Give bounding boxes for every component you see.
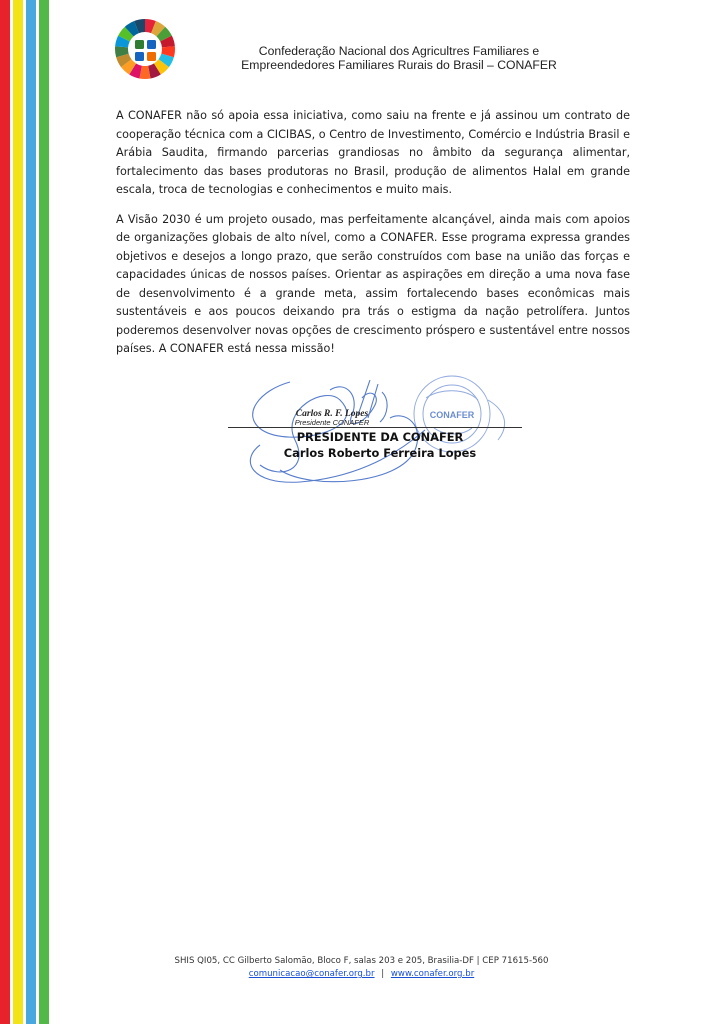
signatory-name: Carlos Roberto Ferreira Lopes [283, 446, 477, 460]
logo-inner-tile [135, 52, 144, 61]
decorative-stripes [0, 0, 62, 1024]
header-line-2: Empreendedores Familiares Rurais do Brasil – CONAFER [241, 58, 557, 72]
stamp-name: Carlos R. F. Lopes [295, 409, 369, 419]
organization-header [200, 44, 598, 72]
footer-address: SHIS QI05, CC Gilberto Salomão, Bloco F, salas 203 e 205, Brasilia-DF | CEP 71615-560 [174, 956, 549, 966]
header-line-1: Confederação Nacional dos Agricultres Familiares e [258, 44, 540, 58]
paragraph-1: A CONAFER não só apoia essa iniciativa, como saiu na frente e já assinou um contrato de cooperação técnica com a CICIBAS, o Centro de Investimento, Comércio e Indústria Brasil e Arábia Saudita, firmando parcerias grandiosas no âmbito da segurança alimentar, fortalecimento das bases produtoras no Brasil, produção de alimentos Halal em grande escala, troca de tecnologias e conhecimentos e muito mais. [116, 109, 630, 196]
signature-line [228, 427, 522, 428]
signatory-role: PRESIDENTE DA CONAFER [296, 430, 464, 444]
logo-inner-tile [147, 52, 156, 61]
stripe-red [0, 0, 10, 1024]
email-link[interactable]: comunicacao@conafer.org.br [248, 969, 375, 979]
signature-block [220, 370, 540, 500]
logo-inner-tile [147, 40, 156, 49]
footer-contacts [140, 968, 583, 981]
seal-text: CONAFER [429, 410, 475, 420]
stamp-title: Presidente CONAFER [294, 418, 370, 427]
logo-inner-tile [135, 40, 144, 49]
stripe-blue [26, 0, 36, 1024]
stripe-yellow [13, 0, 23, 1024]
footer [140, 955, 583, 981]
sdg-wheel-logo-icon [114, 18, 176, 80]
letter-body [116, 107, 630, 370]
stripe-green [39, 0, 49, 1024]
footer-separator: | [381, 969, 385, 979]
website-link[interactable]: www.conafer.org.br [390, 969, 475, 979]
paragraph-2: A Visão 2030 é um projeto ousado, mas perfeitamente alcançável, ainda mais com apoios de organizações globais de alto nível, como a CONAFER. Esse programa expressa grandes objetivos e desejos a longo prazo, que serão construídos com base na união das forças e capacidades únicas de nossos países. Orientar as aspirações em direção a uma nova fase de desenvolvimento é a grande meta, assim fortalecendo bases econômicas mais sustentáveis e aos poucos deixando pra trás o estigma da nação petrolífera. Juntos poderemos desenvolver novas opções de crescimento próspero e sustentável entre nossos países. A CONAFER está nessa missão! [116, 212, 630, 355]
